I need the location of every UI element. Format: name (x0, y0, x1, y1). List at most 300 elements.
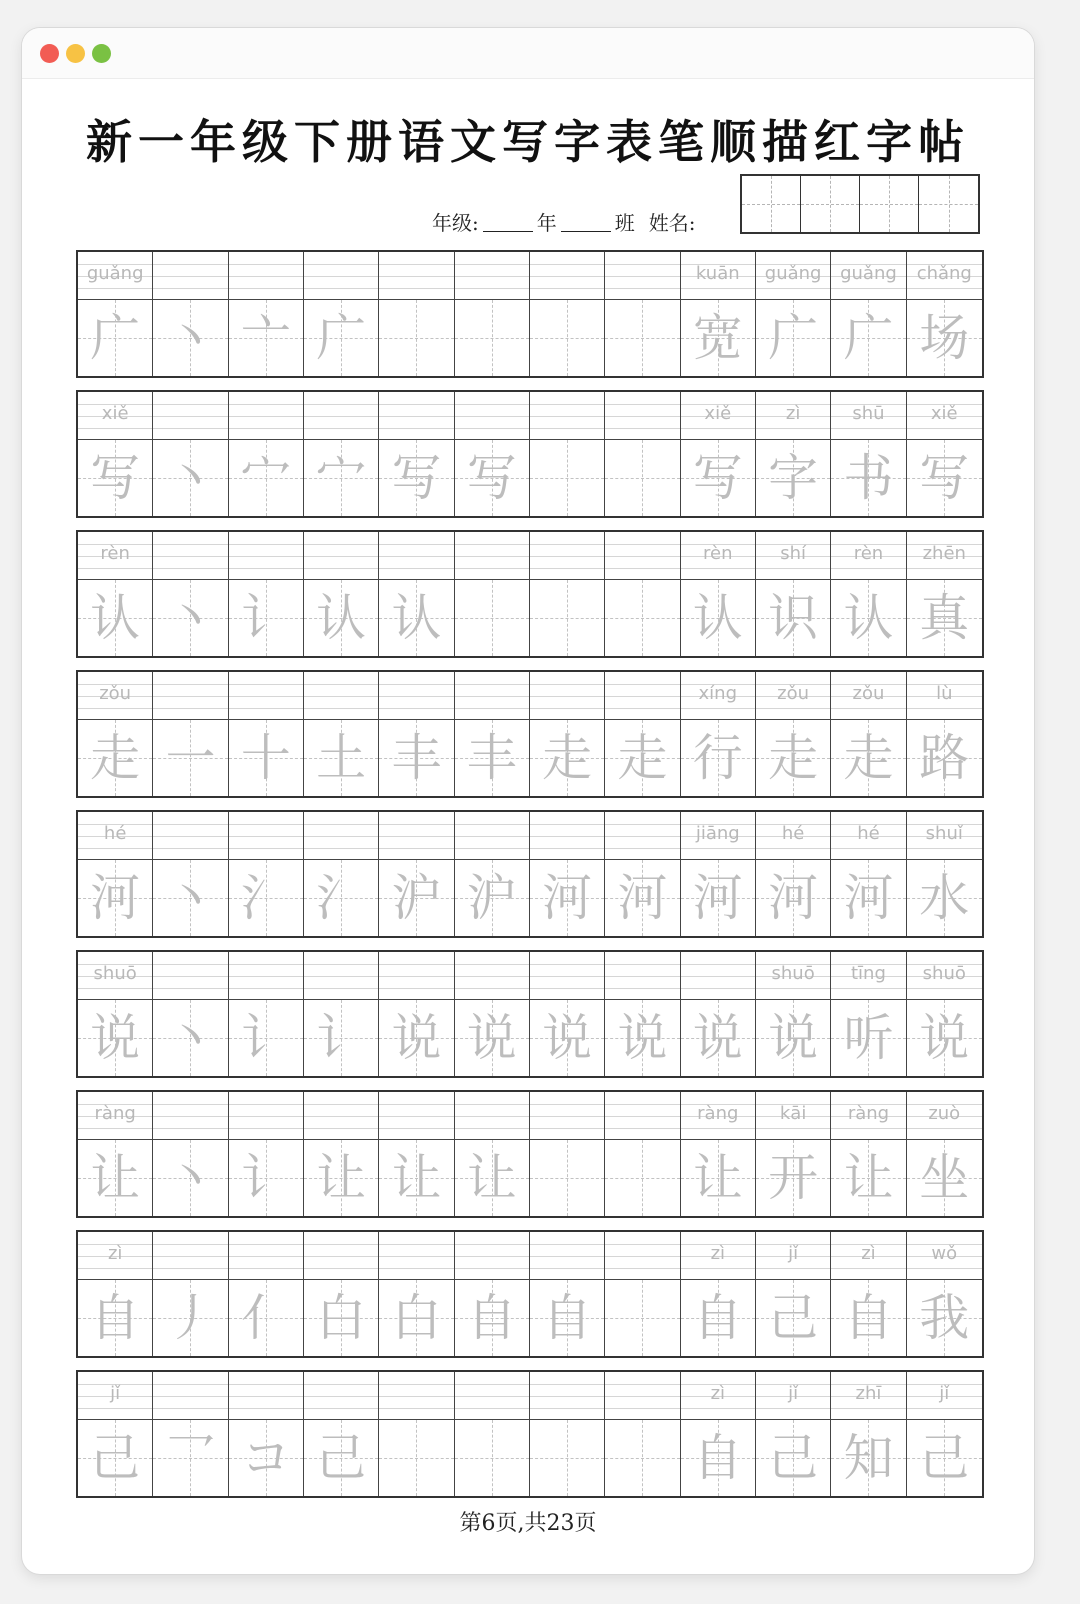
pinyin-box (78, 532, 152, 580)
pinyin-box (455, 392, 529, 440)
pinyin-text: rèn (853, 543, 884, 564)
pinyin-text: xiě (101, 403, 129, 424)
trace-character: 识 (768, 589, 819, 647)
tian-zi-box (605, 580, 679, 656)
practice-cell (455, 952, 530, 1076)
pinyin-text: jǐ (110, 1383, 121, 1404)
tian-zi-box (530, 860, 604, 936)
pinyin-box (455, 252, 529, 300)
pinyin-box (681, 672, 755, 720)
practice-cell (907, 1092, 982, 1216)
pinyin-box (605, 532, 679, 580)
pinyin-text: xiě (930, 403, 958, 424)
practice-cell (304, 252, 379, 376)
tian-zi-box (455, 300, 529, 376)
practice-cell (907, 392, 982, 516)
trace-character: 自 (843, 1289, 894, 1347)
tian-zi-box (229, 580, 303, 656)
practice-cell (907, 252, 982, 376)
trace-character: 说 (692, 1009, 743, 1067)
practice-cell (78, 532, 153, 656)
pinyin-text: shuō (922, 963, 966, 984)
tian-zi-box (153, 580, 227, 656)
name-box[interactable] (742, 176, 801, 232)
pinyin-box (907, 1372, 982, 1420)
tian-zi-box (681, 440, 755, 516)
trace-character: 河 (90, 869, 141, 927)
practice-cell (153, 1372, 228, 1496)
pinyin-box (831, 392, 905, 440)
minimize-window-icon[interactable] (66, 44, 85, 63)
trace-character: 听 (843, 1009, 894, 1067)
practice-cell (831, 252, 906, 376)
pinyin-text: shuǐ (925, 823, 963, 844)
pinyin-text: jǐ (788, 1243, 799, 1264)
pinyin-box (756, 1232, 830, 1280)
tian-zi-box (153, 1000, 227, 1076)
practice-cell (756, 1092, 831, 1216)
tian-zi-box (530, 1420, 604, 1496)
tian-zi-box (304, 1420, 378, 1496)
close-window-icon[interactable] (40, 44, 59, 63)
pinyin-text: jǐ (788, 1383, 799, 1404)
trace-character: 走 (542, 729, 593, 787)
practice-cell (455, 1092, 530, 1216)
trace-character: 让 (843, 1149, 894, 1207)
pinyin-text: ràng (94, 1103, 136, 1124)
trace-character: 河 (617, 869, 668, 927)
pinyin-box (605, 672, 679, 720)
trace-character: 河 (843, 869, 894, 927)
pinyin-box (379, 812, 453, 860)
trace-character: 说 (90, 1009, 141, 1067)
pinyin-box (379, 1092, 453, 1140)
pinyin-box (530, 532, 604, 580)
trace-character: 让 (692, 1149, 743, 1207)
tian-zi-box (756, 1140, 830, 1216)
pinyin-box (304, 252, 378, 300)
pinyin-box (153, 392, 227, 440)
name-box[interactable] (860, 176, 919, 232)
practice-row (76, 1370, 984, 1498)
tian-zi-box (455, 580, 529, 656)
practice-cell (153, 1232, 228, 1356)
practice-cell (681, 952, 756, 1076)
tian-zi-box (605, 1420, 679, 1496)
tian-zi-box (153, 300, 227, 376)
practice-cell (907, 1232, 982, 1356)
tian-zi-box (455, 1140, 529, 1216)
trace-character: 自 (542, 1289, 593, 1347)
student-info (432, 206, 696, 236)
pinyin-box (379, 392, 453, 440)
trace-character: 说 (617, 1009, 668, 1067)
practice-row (76, 810, 984, 938)
pinyin-box (229, 1372, 303, 1420)
practice-cell (756, 672, 831, 796)
tian-zi-box (605, 440, 679, 516)
practice-cell (379, 672, 454, 796)
tian-zi-box (530, 720, 604, 796)
pinyin-box (605, 812, 679, 860)
tian-zi-box (756, 1280, 830, 1356)
trace-character: 宽 (692, 309, 743, 367)
practice-cell (153, 952, 228, 1076)
tian-zi-box (229, 860, 303, 936)
pinyin-box (530, 672, 604, 720)
tian-zi-box (304, 720, 378, 796)
tian-zi-box (756, 1000, 830, 1076)
pinyin-text: hé (781, 823, 805, 844)
trace-character: 沪 (466, 869, 517, 927)
practice-cell (756, 952, 831, 1076)
pinyin-box (153, 1232, 227, 1280)
pinyin-box (153, 812, 227, 860)
practice-cell (530, 672, 605, 796)
trace-character: 丶 (165, 589, 216, 647)
tian-zi-box (304, 1280, 378, 1356)
trace-character: 讠 (316, 1009, 367, 1067)
practice-cell (78, 1232, 153, 1356)
pinyin-box (681, 252, 755, 300)
tian-zi-box (78, 860, 152, 936)
trace-character: 自 (692, 1289, 743, 1347)
practice-cell (455, 1372, 530, 1496)
trace-character: 广 (316, 309, 367, 367)
class-label: 班 (614, 210, 635, 235)
pinyin-box (229, 672, 303, 720)
practice-cell (153, 812, 228, 936)
trace-character: 走 (768, 729, 819, 787)
practice-cell (605, 392, 680, 516)
trace-character: 己 (768, 1289, 819, 1347)
pinyin-text: hé (857, 823, 880, 844)
name-box[interactable] (801, 176, 860, 232)
pinyin-text: hé (103, 823, 127, 844)
pinyin-text: xiě (704, 403, 732, 424)
trace-character: 讠 (240, 589, 291, 647)
pinyin-box (756, 252, 830, 300)
pinyin-box (304, 532, 378, 580)
trace-character: 讠 (240, 1149, 291, 1207)
pinyin-box (153, 1092, 227, 1140)
pinyin-box (831, 1092, 905, 1140)
pinyin-text: lù (936, 683, 953, 704)
trace-character: 说 (542, 1009, 593, 1067)
practice-cell (455, 1232, 530, 1356)
practice-cell (605, 1372, 680, 1496)
window-titlebar (22, 28, 1034, 79)
pinyin-box (379, 252, 453, 300)
practice-cell (530, 1092, 605, 1216)
trace-character: 丰 (391, 729, 442, 787)
tian-zi-box (681, 1420, 755, 1496)
trace-character: 自 (466, 1289, 517, 1347)
tian-zi-box (681, 580, 755, 656)
practice-cell (907, 952, 982, 1076)
pinyin-box (831, 952, 905, 1000)
tian-zi-box (304, 440, 378, 516)
pinyin-box (530, 252, 604, 300)
tian-zi-box (455, 1420, 529, 1496)
trace-character: 认 (90, 589, 141, 647)
pinyin-box (304, 392, 378, 440)
practice-cell (78, 672, 153, 796)
tian-zi-box (229, 720, 303, 796)
trace-character: 己 (316, 1429, 367, 1487)
tian-zi-box (304, 580, 378, 656)
pinyin-box (530, 812, 604, 860)
tian-zi-box (304, 1140, 378, 1216)
trace-character: 广 (843, 309, 894, 367)
tian-zi-box (379, 1420, 453, 1496)
pinyin-box (530, 1372, 604, 1420)
pinyin-box (379, 1372, 453, 1420)
trace-character: 写 (692, 449, 743, 507)
pinyin-box (530, 952, 604, 1000)
practice-cell (304, 672, 379, 796)
class-blank[interactable] (561, 211, 611, 232)
tian-zi-box (831, 1420, 905, 1496)
trace-character: 让 (391, 1149, 442, 1207)
practice-cell (455, 812, 530, 936)
pinyin-box (229, 392, 303, 440)
name-boxes[interactable] (740, 174, 980, 234)
practice-cell (78, 1092, 153, 1216)
pinyin-box (831, 672, 905, 720)
pinyin-box (229, 812, 303, 860)
tian-zi-box (907, 580, 982, 656)
trace-character: 写 (466, 449, 517, 507)
trace-character: 走 (90, 729, 141, 787)
tian-zi-box (756, 1420, 830, 1496)
tian-zi-box (530, 1000, 604, 1076)
year-label: 年 (536, 210, 557, 235)
pinyin-text: jǐ (939, 1383, 950, 1404)
tian-zi-box (229, 1000, 303, 1076)
pinyin-box (455, 1232, 529, 1280)
tian-zi-box (78, 1280, 152, 1356)
pinyin-box (605, 1372, 679, 1420)
tian-zi-box (379, 1000, 453, 1076)
practice-cell (379, 532, 454, 656)
pinyin-text: rèn (703, 543, 733, 564)
pinyin-text: zì (107, 1243, 123, 1264)
trace-character: 自 (692, 1429, 743, 1487)
pinyin-text: zì (710, 1383, 726, 1404)
pinyin-box (605, 392, 679, 440)
practice-cell (681, 532, 756, 656)
pinyin-box (229, 1232, 303, 1280)
pinyin-box (907, 532, 982, 580)
tian-zi-box (229, 1140, 303, 1216)
tian-zi-box (229, 440, 303, 516)
practice-cell (681, 1092, 756, 1216)
tian-zi-box (153, 1140, 227, 1216)
pinyin-box (831, 252, 905, 300)
practice-cell (455, 672, 530, 796)
tian-zi-box (681, 860, 755, 936)
practice-cell (907, 812, 982, 936)
practice-cell (530, 1232, 605, 1356)
tian-zi-box (530, 1280, 604, 1356)
practice-cell (756, 1232, 831, 1356)
pinyin-text: kuān (695, 263, 740, 284)
practice-cell (605, 252, 680, 376)
practice-cell (530, 1372, 605, 1496)
grade-label: 年级: (432, 210, 479, 235)
trace-character: 认 (316, 589, 367, 647)
practice-cell (756, 252, 831, 376)
trace-character: 真 (919, 589, 970, 647)
trace-character: 沪 (391, 869, 442, 927)
practice-cell (304, 1092, 379, 1216)
tian-zi-box (605, 300, 679, 376)
tian-zi-box (605, 720, 679, 796)
trace-character: 说 (768, 1009, 819, 1067)
practice-cell (681, 812, 756, 936)
pinyin-box (78, 672, 152, 720)
practice-cell (605, 952, 680, 1076)
pinyin-box (379, 532, 453, 580)
practice-cell (756, 392, 831, 516)
practice-cell (681, 1232, 756, 1356)
trace-character: 广 (768, 309, 819, 367)
practice-row (76, 530, 984, 658)
document-window (22, 28, 1034, 1574)
trace-character: 宀 (316, 449, 367, 507)
trace-character: 亻 (240, 1289, 291, 1347)
tian-zi-box (455, 440, 529, 516)
pinyin-box (78, 952, 152, 1000)
pinyin-box (756, 392, 830, 440)
tian-zi-box (78, 720, 152, 796)
tian-zi-box (907, 1280, 982, 1356)
pinyin-box (455, 672, 529, 720)
pinyin-text: guǎng (764, 263, 822, 284)
tian-zi-box (831, 720, 905, 796)
practice-cell (229, 392, 304, 516)
pinyin-box (831, 532, 905, 580)
pinyin-box (681, 812, 755, 860)
tian-zi-box (153, 720, 227, 796)
practice-cell (78, 812, 153, 936)
tian-zi-box (78, 580, 152, 656)
maximize-window-icon[interactable] (92, 44, 111, 63)
practice-cell (681, 392, 756, 516)
pinyin-box (78, 1092, 152, 1140)
pinyin-text: zì (710, 1243, 726, 1264)
pinyin-box (605, 952, 679, 1000)
practice-cell (229, 812, 304, 936)
tian-zi-box (756, 720, 830, 796)
practice-cell (605, 1092, 680, 1216)
practice-cell (153, 252, 228, 376)
trace-character: 己 (90, 1429, 141, 1487)
practice-cell (229, 1372, 304, 1496)
trace-character: 场 (919, 309, 970, 367)
practice-row (76, 1090, 984, 1218)
practice-cell (455, 252, 530, 376)
pinyin-box (530, 1232, 604, 1280)
trace-character: 认 (391, 589, 442, 647)
trace-character: 坐 (919, 1149, 970, 1207)
pinyin-box (605, 252, 679, 300)
trace-character: 乛 (165, 1429, 216, 1487)
grade-blank[interactable] (483, 211, 533, 232)
trace-character: 丰 (466, 729, 517, 787)
tian-zi-box (907, 440, 982, 516)
pinyin-text: zhī (855, 1383, 882, 1404)
practice-row (76, 1230, 984, 1358)
trace-character: 氵 (316, 869, 367, 927)
trace-character: 氵 (240, 869, 291, 927)
practice-cell (530, 392, 605, 516)
trace-character: 认 (692, 589, 743, 647)
practice-cell (229, 1232, 304, 1356)
tian-zi-box (681, 720, 755, 796)
pinyin-text: ràng (847, 1103, 890, 1124)
pinyin-text: shí (780, 543, 807, 564)
pinyin-box (78, 812, 152, 860)
pinyin-box (379, 952, 453, 1000)
tian-zi-box (304, 860, 378, 936)
practice-cell (304, 812, 379, 936)
pinyin-box (605, 1232, 679, 1280)
trace-character: 说 (391, 1009, 442, 1067)
trace-character: 讠 (240, 1009, 291, 1067)
tian-zi-box (153, 440, 227, 516)
pinyin-box (756, 532, 830, 580)
practice-cell (530, 532, 605, 656)
pinyin-box (530, 1092, 604, 1140)
practice-cell (605, 672, 680, 796)
practice-cell (530, 952, 605, 1076)
practice-cell (831, 1372, 906, 1496)
practice-cell (605, 812, 680, 936)
practice-cell (756, 812, 831, 936)
practice-cell (78, 252, 153, 376)
practice-cell (756, 532, 831, 656)
trace-character: 认 (843, 589, 894, 647)
trace-character: 水 (919, 869, 970, 927)
tian-zi-box (907, 1140, 982, 1216)
tian-zi-box (78, 1000, 152, 1076)
trace-character: 丶 (165, 1009, 216, 1067)
practice-cell (605, 532, 680, 656)
pinyin-text: tīng (850, 963, 886, 984)
pinyin-text: shuō (93, 963, 137, 984)
tian-zi-box (153, 1280, 227, 1356)
practice-cell (304, 392, 379, 516)
trace-character: 河 (542, 869, 593, 927)
pinyin-text: zhēn (922, 543, 966, 564)
trace-character: 行 (692, 729, 743, 787)
pinyin-text: ràng (697, 1103, 739, 1124)
pinyin-box (304, 812, 378, 860)
pinyin-box (455, 532, 529, 580)
tian-zi-box (379, 300, 453, 376)
practice-cell (229, 532, 304, 656)
trace-character: 白 (391, 1289, 442, 1347)
pinyin-box (907, 252, 982, 300)
practice-cell (78, 392, 153, 516)
name-box[interactable] (919, 176, 978, 232)
pinyin-box (681, 392, 755, 440)
trace-character: コ (240, 1429, 291, 1487)
tian-zi-box (379, 720, 453, 796)
tian-zi-box (831, 580, 905, 656)
